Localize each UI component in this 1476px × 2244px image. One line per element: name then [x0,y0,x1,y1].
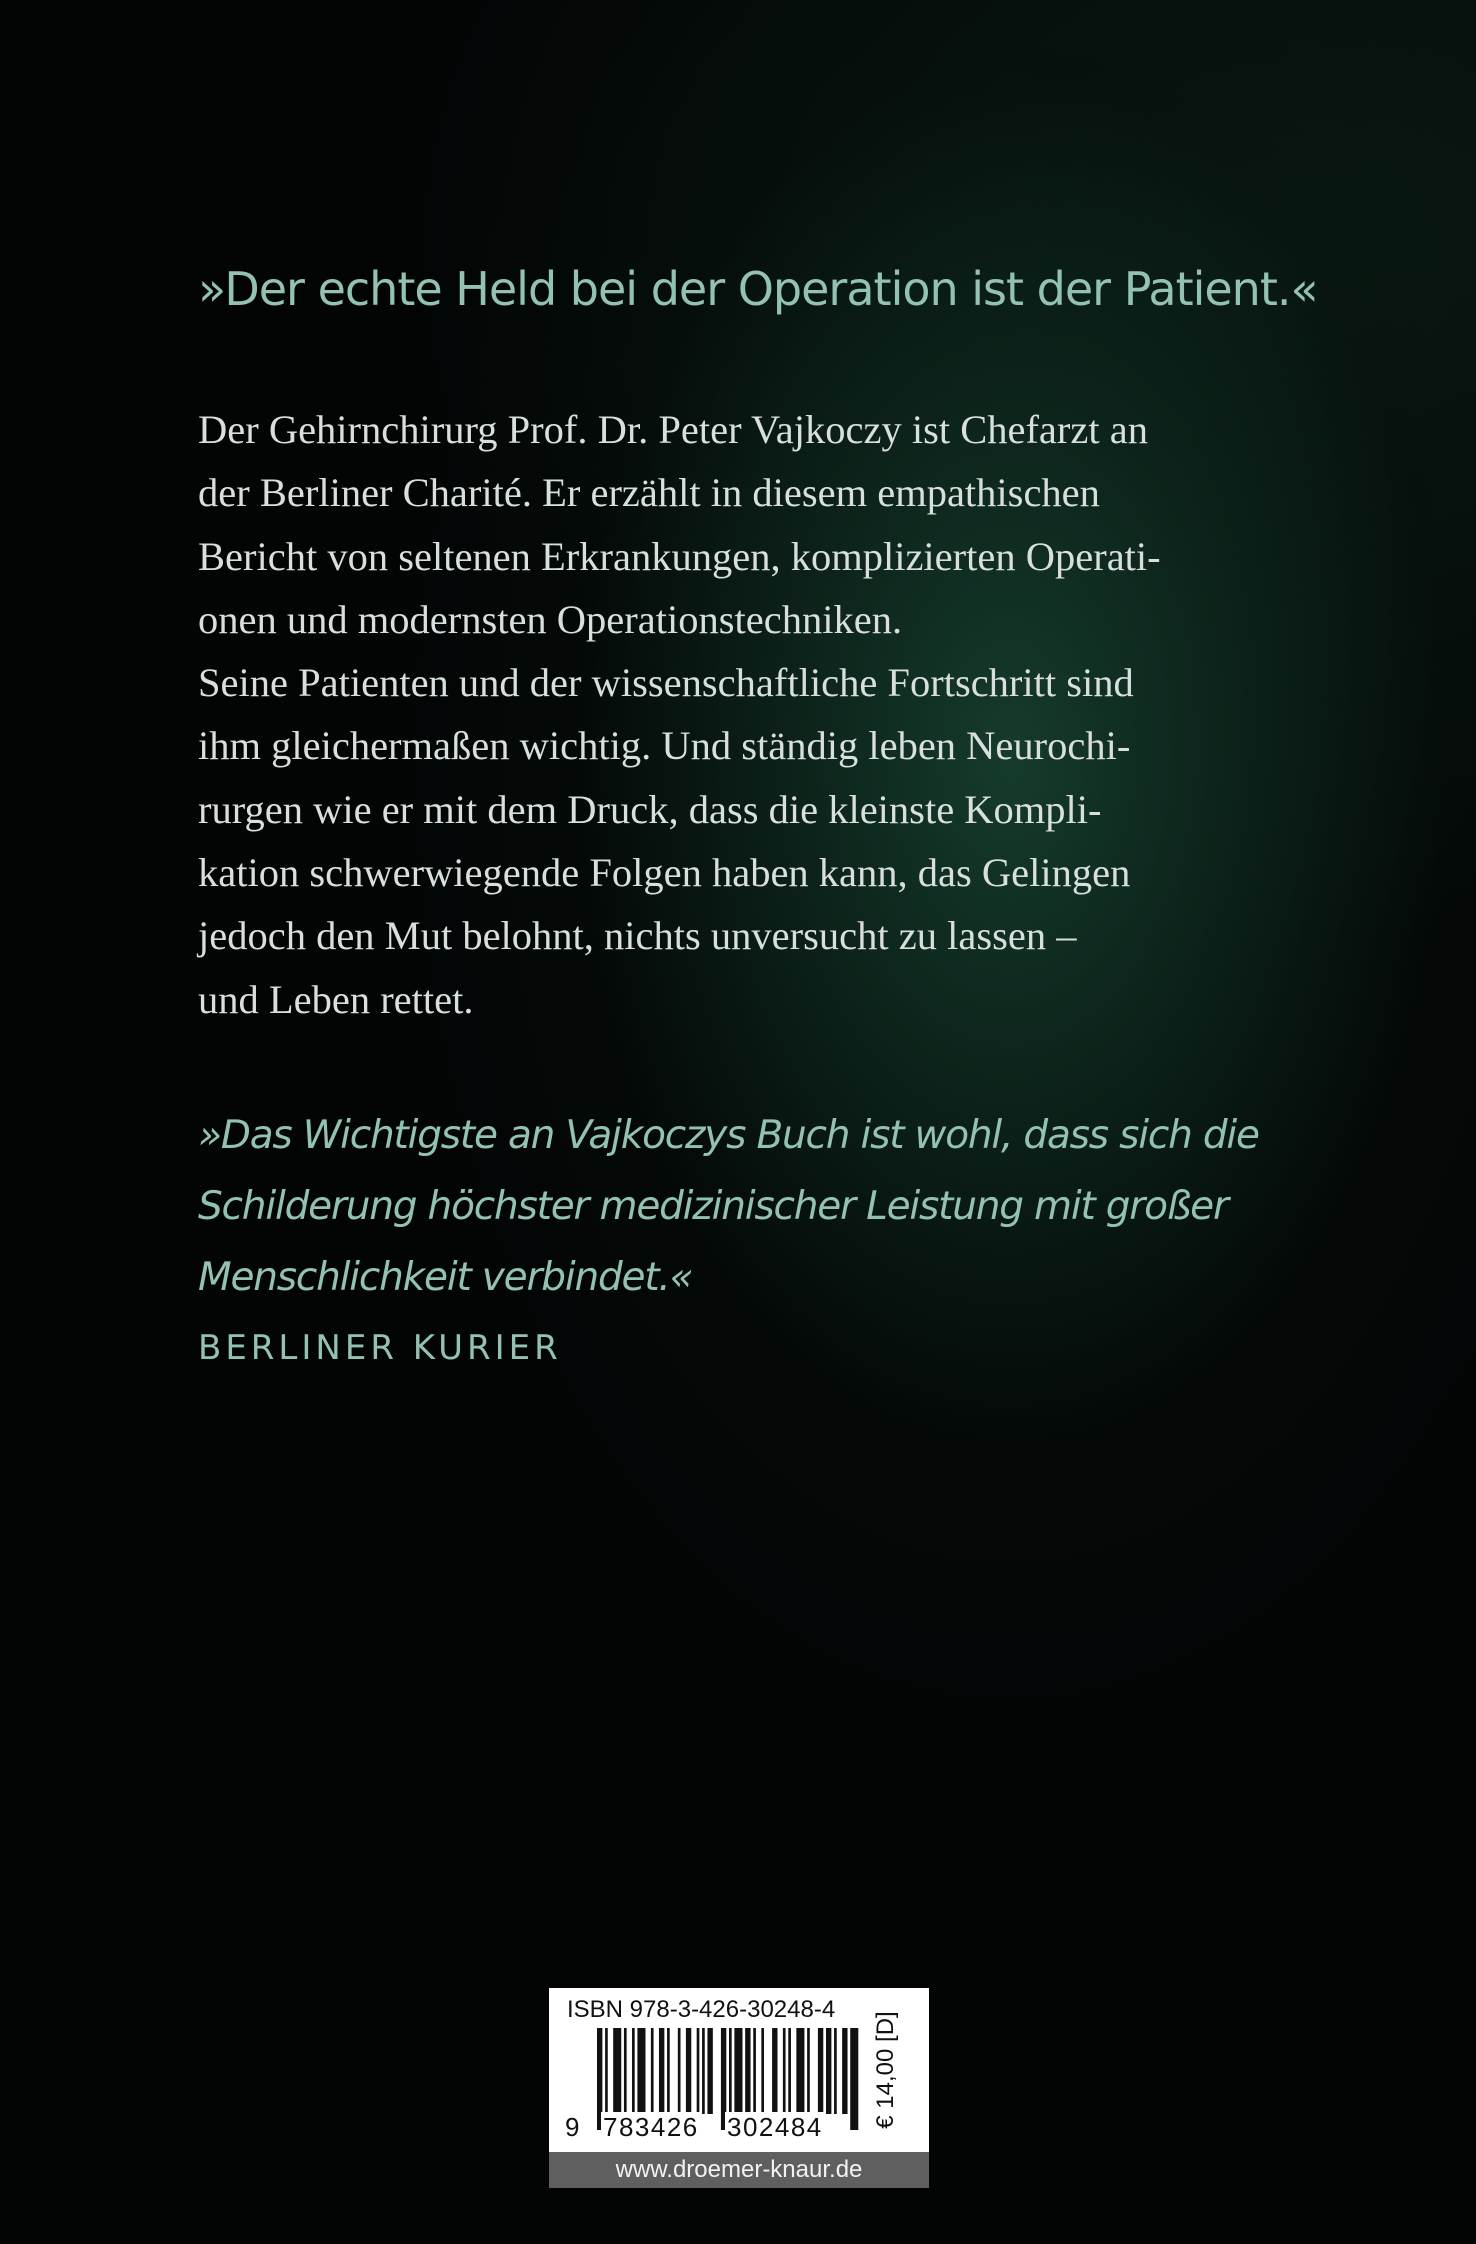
book-blurb [198,398,1308,1031]
barcode-bar [772,2028,777,2114]
barcode-digits-left: 783426 [603,2112,699,2142]
barcode-bar [850,2028,858,2130]
price-label: € 14,00 [D] [872,2011,899,2129]
blurb-line: und Leben rettet. [198,976,474,1022]
barcode-bar [783,2028,786,2114]
blurb-line: Der Gehirnchirurg Prof. Dr. Peter Vajkoczy ist Chefarzt an [198,407,1148,452]
barcode-bar [667,2028,670,2114]
review-line: Menschlichkeit verbindet.« [198,1255,693,1300]
barcode-bar [678,2028,681,2114]
barcode-bar [697,2028,700,2114]
barcode-bar [659,2028,664,2114]
barcode-bar [613,2028,621,2114]
barcode-digits-right: 302484 [727,2112,823,2142]
barcode-bar [632,2028,635,2114]
publisher-website: www.droemer-knaur.de [549,2152,929,2188]
barcode-bar [826,2028,831,2114]
barcode-bar [761,2028,764,2114]
review-quote [198,1100,1338,1313]
blurb-line: jedoch den Mut belohnt, nichts unversucht zu lassen – [198,913,1077,959]
review-source: BERLINER KURIER [198,1328,562,1368]
review-line: Schilderung höchster medizinischer Leistung mit großer [198,1184,1228,1229]
barcode-bar [734,2028,742,2114]
barcode-bar [796,2028,804,2114]
barcode-bar [651,2028,654,2114]
barcode-bar [788,2028,791,2114]
blurb-line: Seine Patienten und der wissenschaftliche Fortschritt sind [198,660,1134,706]
barcode-bar [753,2028,756,2114]
barcode-digit-first: 9 [565,2112,580,2142]
barcode-bar [842,2028,847,2114]
blurb-line: onen und modernsten Operationstechniken. [198,596,903,642]
blurb-line: der Berliner Charité. Er erzählt in diesem empathischen [198,470,1100,516]
barcode-bar [818,2028,823,2114]
barcode-bar [807,2028,810,2114]
review-line: »Das Wichtigste an Vajkoczys Buch ist wohl, dass sich die [198,1113,1259,1158]
blurb-line: kation schwerwiegende Folgen haben kann, das Gelingen [198,850,1131,896]
barcode-bar [702,2028,705,2114]
isbn-barcode [549,1988,929,2152]
blurb-line: rurgen wie er mit dem Druck, dass die kleinste Kompli- [198,786,1102,832]
barcode-bar [745,2028,750,2114]
isbn-label: ISBN 978-3-426-30248-4 [567,1996,836,2023]
headline-quote: »Der echte Held bei der Operation ist der Patient.« [198,262,1318,316]
barcode-bar [707,2028,712,2114]
blurb-line: Bericht von seltenen Erkrankungen, komplizierten Operati- [198,533,1161,579]
blurb-line: ihm gleichermaßen wichtig. Und ständig leben Neurochi- [198,723,1131,769]
barcode-bar [834,2028,837,2114]
barcode-bar [624,2028,627,2114]
barcode-bar [686,2028,691,2114]
barcode-bar [637,2028,645,2114]
